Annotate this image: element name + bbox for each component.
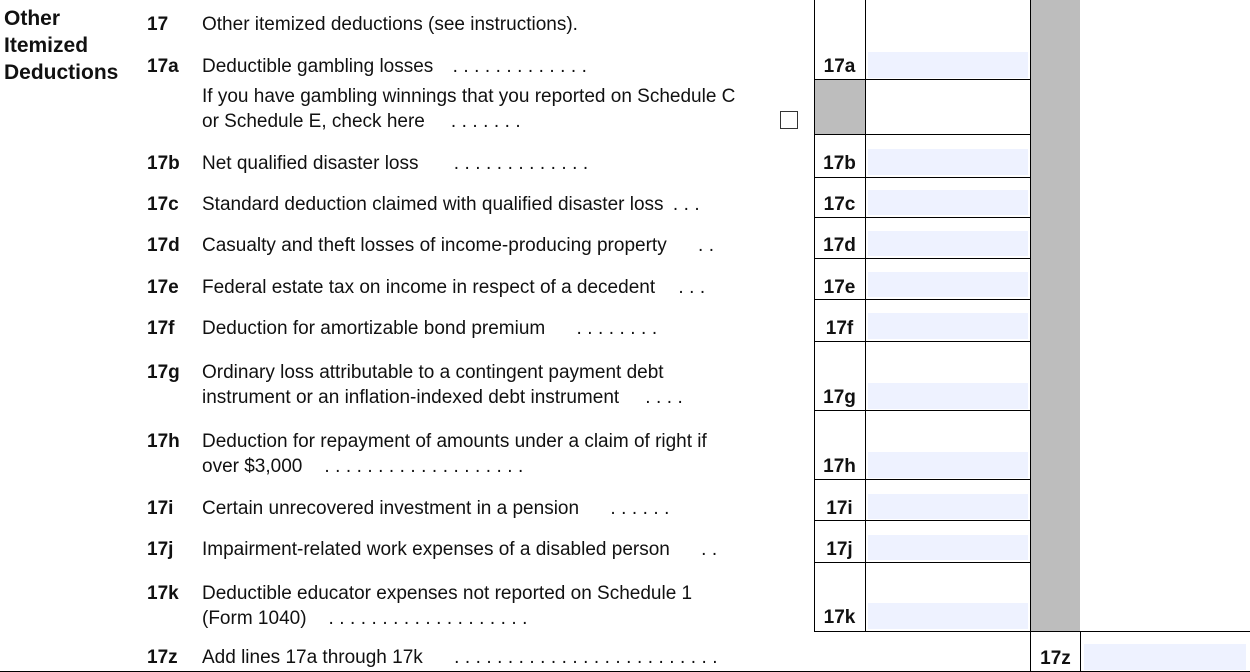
row-rule bbox=[814, 631, 1031, 632]
line-description bbox=[202, 84, 800, 134]
row-rule bbox=[814, 177, 1031, 178]
leader-dots: . . . . . . . . . . . . . . . . . . . bbox=[328, 608, 528, 629]
description-text: Impairment-related work expenses of a disabled person bbox=[202, 539, 670, 560]
leader-dots: . . . . . . . . . . . . . bbox=[453, 153, 589, 174]
line-number: 17a bbox=[147, 56, 179, 77]
row-rule bbox=[814, 299, 1031, 300]
line-description bbox=[202, 645, 1017, 670]
line-17i-amount-input[interactable] bbox=[868, 494, 1028, 519]
line-17f-amount-input[interactable] bbox=[868, 313, 1028, 339]
line-17g-amount-input[interactable] bbox=[868, 383, 1028, 409]
description-text: or Schedule E, check here bbox=[202, 111, 425, 132]
section-label bbox=[4, 5, 139, 86]
line-number: 17b bbox=[147, 153, 180, 174]
line-number: 17j bbox=[147, 539, 174, 560]
line-description bbox=[202, 429, 800, 479]
description-text: Casualty and theft losses of income-producing property bbox=[202, 235, 667, 256]
line-number: 17i bbox=[147, 498, 174, 519]
box-label: 17a bbox=[823, 56, 856, 77]
line-description bbox=[202, 151, 800, 176]
line-number: 17f bbox=[147, 318, 175, 339]
box-column-right-rule bbox=[865, 0, 866, 631]
row-rule bbox=[814, 341, 1031, 342]
line-description bbox=[202, 275, 800, 300]
leader-dots: . . . . bbox=[645, 387, 683, 408]
line-description bbox=[202, 360, 800, 410]
row-rule bbox=[814, 520, 1031, 521]
leader-dots: . . . . . . . . . . . . . . . . . . . . . . . . . bbox=[454, 647, 718, 668]
line-17j-amount-input[interactable] bbox=[868, 535, 1028, 560]
description-text: (Form 1040) bbox=[202, 608, 307, 629]
row-rule bbox=[814, 562, 1031, 563]
description-text: Certain unrecovered investment in a pension bbox=[202, 498, 580, 519]
section-label-line-1: Other bbox=[4, 7, 61, 30]
line-17k-amount-input[interactable] bbox=[868, 603, 1028, 629]
description-text: Add lines 17a through 17k bbox=[202, 647, 423, 668]
description-text: Ordinary loss attributable to a contingent payment debt bbox=[202, 362, 664, 383]
line-number: 17h bbox=[147, 431, 180, 452]
total-box-right-rule bbox=[1080, 631, 1081, 672]
description-text: instrument or an inflation-indexed debt instrument bbox=[202, 387, 620, 408]
line-number: 17 bbox=[147, 14, 169, 35]
leader-dots: . . . . . . . . . . . . . . . . . . . bbox=[324, 456, 524, 477]
section-label-line-3: Deductions bbox=[4, 61, 119, 84]
box-label: 17h bbox=[823, 456, 856, 477]
description-text: Deduction for repayment of amounts under a claim of right if bbox=[202, 431, 707, 452]
total-top-rule bbox=[1030, 631, 1250, 632]
line-17c-amount-input[interactable] bbox=[868, 190, 1028, 215]
line-number: 17k bbox=[147, 583, 179, 604]
box-label: 17k bbox=[823, 607, 856, 628]
line-17b-amount-input[interactable] bbox=[868, 149, 1028, 175]
line-description bbox=[202, 496, 800, 521]
leader-dots: . . . . . . . . bbox=[576, 318, 658, 339]
description-text: over $3,000 bbox=[202, 456, 303, 477]
leader-dots: . . . bbox=[678, 277, 706, 298]
line-description bbox=[202, 54, 800, 79]
line-17z-total-input[interactable] bbox=[1084, 644, 1246, 670]
description-text: Other itemized deductions (see instructions). bbox=[202, 14, 578, 35]
description-text: Deductible educator expenses not reported on Schedule 1 bbox=[202, 583, 693, 604]
description-text: Net qualified disaster loss bbox=[202, 153, 419, 174]
row-rule bbox=[814, 258, 1031, 259]
line-description bbox=[202, 192, 800, 217]
line-17e-amount-input[interactable] bbox=[868, 272, 1028, 297]
line-number: 17c bbox=[147, 194, 179, 215]
gambling-winnings-checkbox[interactable] bbox=[780, 111, 798, 129]
shaded-cell bbox=[815, 80, 865, 134]
box-label: 17d bbox=[823, 235, 856, 256]
description-text: Deduction for amortizable bond premium bbox=[202, 318, 546, 339]
line-17h-amount-input[interactable] bbox=[868, 452, 1028, 478]
shaded-column bbox=[1031, 0, 1080, 631]
row-rule bbox=[814, 217, 1031, 218]
line-description bbox=[202, 581, 800, 631]
line-number: 17z bbox=[147, 647, 178, 668]
line-description bbox=[202, 233, 800, 258]
leader-dots: . . . . . . . . . . . . . bbox=[452, 56, 588, 77]
line-17a-amount-input[interactable] bbox=[868, 52, 1028, 78]
row-rule bbox=[814, 479, 1031, 480]
leader-dots: . . . bbox=[672, 194, 700, 215]
leader-dots: . . bbox=[701, 539, 718, 560]
row-rule bbox=[814, 410, 1031, 411]
line-17d-amount-input[interactable] bbox=[868, 231, 1028, 256]
section-label-line-2: Itemized bbox=[4, 34, 89, 57]
line-description bbox=[202, 12, 800, 37]
leader-dots: . . . . . . bbox=[610, 498, 670, 519]
box-label: 17g bbox=[823, 387, 856, 408]
line-number: 17g bbox=[147, 362, 180, 383]
box-label: 17f bbox=[825, 318, 854, 339]
box-label: 17e bbox=[823, 277, 856, 298]
row-rule bbox=[814, 79, 1031, 80]
line-number: 17d bbox=[147, 235, 180, 256]
line-description bbox=[202, 316, 800, 341]
description-text: Deductible gambling losses bbox=[202, 56, 434, 77]
line-description bbox=[202, 537, 800, 562]
description-text: If you have gambling winnings that you reported on Schedule C bbox=[202, 86, 736, 107]
leader-dots: . . bbox=[697, 235, 715, 256]
box-label: 17b bbox=[823, 153, 856, 174]
description-text: Standard deduction claimed with qualified disaster loss bbox=[202, 194, 664, 215]
box-label: 17j bbox=[826, 539, 853, 560]
row-rule bbox=[814, 134, 1031, 135]
line-number: 17e bbox=[147, 277, 179, 298]
box-label: 17z bbox=[1040, 648, 1071, 669]
description-text: Federal estate tax on income in respect of a decedent bbox=[202, 277, 656, 298]
leader-dots: . . . . . . . bbox=[450, 111, 521, 132]
box-label: 17i bbox=[826, 498, 853, 519]
box-label: 17c bbox=[823, 194, 856, 215]
